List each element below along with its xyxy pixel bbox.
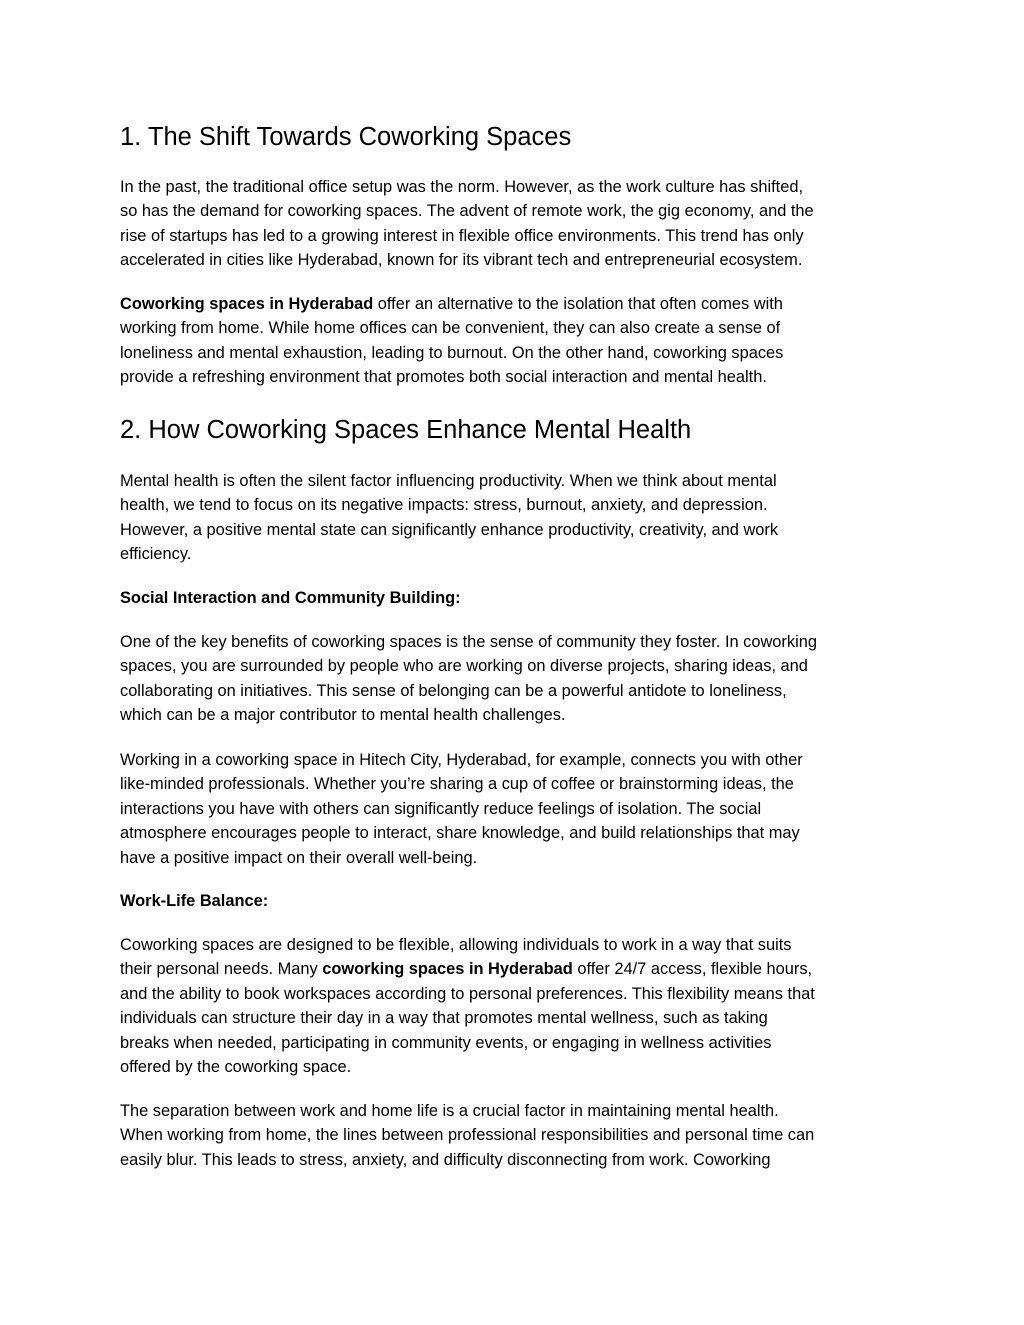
section-2-paragraph-3 — [120, 748, 910, 870]
text-line: health, we tend to focus on its negative impacts: stress, burnout, anxiety, and depression. — [120, 496, 768, 515]
text-line: rise of startups has led to a growing interest in flexible office environments. This trend has only — [120, 226, 804, 245]
text-line: provide a refreshing environment that promotes both social interaction and mental health. — [120, 368, 767, 387]
section-2-paragraph-2 — [120, 630, 910, 728]
text-line: offered by the coworking space. — [120, 1058, 352, 1077]
text-line: which can be a major contributor to mental health challenges. — [120, 706, 566, 725]
text-line: individuals can structure their day in a way that promotes mental wellness, such as taking — [120, 1009, 768, 1028]
section-2-paragraph-1 — [120, 469, 910, 567]
text-line: breaks when needed, participating in community events, or engaging in wellness activities — [120, 1033, 772, 1052]
text-line — [120, 957, 910, 981]
text-line: loneliness and mental exhaustion, leading to burnout. On the other hand, coworking spaces — [120, 343, 784, 362]
section-2-paragraph-4 — [120, 933, 910, 1079]
text-span: offer an alternative to the isolation that often comes with — [373, 295, 783, 313]
text-line: Mental health is often the silent factor influencing productivity. When we think about mental — [120, 472, 777, 490]
bold-keyword: Coworking spaces in Hyderabad — [120, 295, 374, 313]
text-line: One of the key benefits of coworking spaces is the sense of community they foster. In coworking — [120, 633, 817, 651]
section-2-heading: 2. How Coworking Spaces Enhance Mental Health — [120, 416, 692, 444]
text-span: offer 24/7 access, flexible hours, — [572, 960, 813, 979]
section-1-paragraph-1 — [120, 175, 910, 273]
text-line: In the past, the traditional office setup was the norm. However, as the work culture has shifted, — [120, 178, 804, 196]
text-line: have a positive impact on their overall well-being. — [120, 848, 478, 867]
section-1-paragraph-2 — [120, 292, 910, 390]
text-line — [120, 292, 910, 316]
bold-keyword: coworking spaces in Hyderabad — [322, 960, 573, 979]
text-line: The separation between work and home life is a crucial factor in maintaining mental health. — [120, 1102, 779, 1120]
section-2-paragraph-5 — [120, 1099, 910, 1172]
text-line: and the ability to book workspaces according to personal preferences. This flexibility means that — [120, 984, 815, 1003]
text-line: interactions you have with others can significantly reduce feelings of isolation. The social — [120, 799, 762, 818]
text-line: When working from home, the lines between professional responsibilities and personal time can — [120, 1126, 815, 1145]
text-line: However, a positive mental state can significantly enhance productivity, creativity, and work — [120, 520, 779, 539]
text-line: efficiency. — [120, 545, 192, 564]
text-line: spaces, you are surrounded by people who are working on diverse projects, sharing ideas, and — [120, 657, 808, 676]
text-span: their personal needs. Many — [120, 960, 323, 979]
text-line: Working in a coworking space in Hitech City, Hyderabad, for example, connects you with other — [120, 751, 803, 769]
subheading-work-life-balance: Work-Life Balance: — [120, 892, 269, 910]
text-line: working from home. While home offices can be convenient, they can also create a sense of — [120, 319, 781, 338]
text-line: collaborating on initiatives. This sense of belonging can be a powerful antidote to loneliness, — [120, 681, 787, 700]
text-line: easily blur. This leads to stress, anxiety, and difficulty disconnecting from work. Coworking — [120, 1150, 771, 1169]
text-line: accelerated in cities like Hyderabad, known for its vibrant tech and entrepreneurial ecosystem. — [120, 251, 803, 270]
text-line: like-minded professionals. Whether you’re sharing a cup of coffee or brainstorming ideas, the — [120, 775, 794, 794]
text-line: Coworking spaces are designed to be flexible, allowing individuals to work in a way that suits — [120, 936, 792, 954]
text-line: atmosphere encourages people to interact, share knowledge, and build relationships that may — [120, 824, 800, 843]
section-1-heading: 1. The Shift Towards Coworking Spaces — [120, 123, 572, 151]
subheading-social-interaction: Social Interaction and Community Building: — [120, 589, 461, 607]
text-line: so has the demand for coworking spaces. The advent of remote work, the gig economy, and the — [120, 202, 814, 221]
